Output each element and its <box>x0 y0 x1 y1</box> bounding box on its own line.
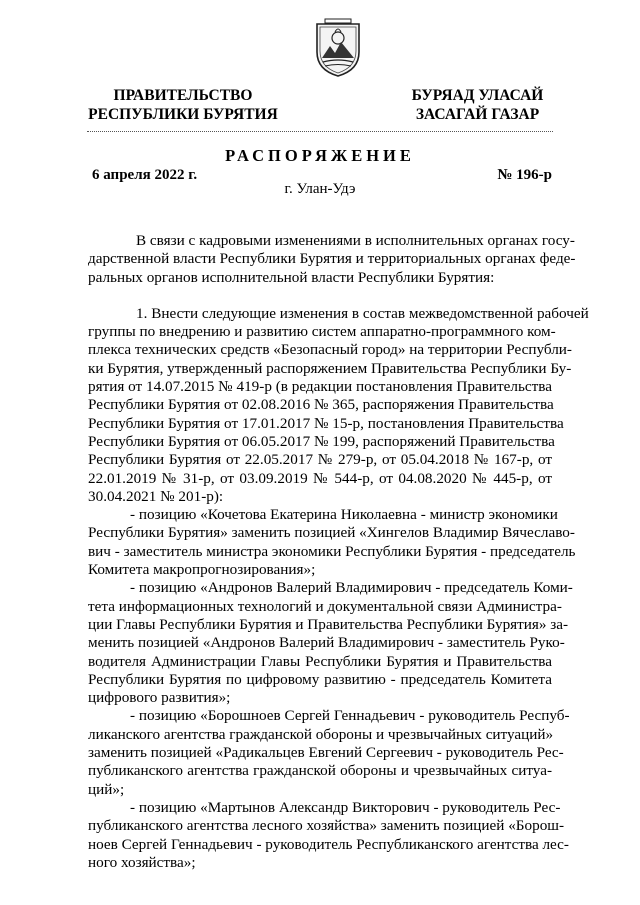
text-line: Республики Бурятия от 06.05.2017 № 199, распоряжений Правительства <box>88 432 555 450</box>
text-line: - позицию «Андронов Валерий Владимирович - председатель Коми- <box>130 579 573 597</box>
header-left-line-2: РЕСПУБЛИКИ БУРЯТИЯ <box>88 106 278 123</box>
text-line: Республики Бурятия от 22.05.2017 № 279-р, от 05.04.2018 № 167-р, от <box>88 451 552 469</box>
text-line: публиканского агентства гражданской обороны и чрезвычайных ситуа- <box>88 762 552 780</box>
paragraph <box>88 506 558 524</box>
government-name-russian <box>78 86 288 124</box>
text-line: заменить позицией «Радикальцев Евгений Сергеевич - руководитель Рес- <box>88 744 564 762</box>
text-line: - позицию «Борошноев Сергей Геннадьевич - руководитель Респуб- <box>130 707 570 725</box>
header-right-line-1: БУРЯАД УЛАСАЙ <box>411 87 544 104</box>
text-line: ральных органов исполнительной власти Республики Бурятия: <box>88 268 495 286</box>
paragraph <box>88 798 561 817</box>
paragraph <box>88 579 573 597</box>
paragraph-cont <box>88 524 576 579</box>
document-body <box>88 232 589 872</box>
text-line: дарственной власти Республики Бурятия и территориальных органах феде- <box>88 250 576 268</box>
text-line: группы по внедрению и развитию систем аппаратно-программного ком- <box>88 323 556 341</box>
paragraph-cont <box>88 817 569 872</box>
header-right-line-2: ЗАСАГАЙ ГАЗАР <box>415 106 540 123</box>
text-line: вич - заместитель министра экономики Республики Бурятия - председатель <box>88 542 576 560</box>
text-line: Республики Бурятия от 17.01.2017 № 15-р, постановления Правительства <box>88 414 564 432</box>
text-line: 1. Внести следующие изменения в состав межведомственной рабочей <box>136 304 589 322</box>
text-line: ций»; <box>88 780 125 798</box>
paragraph-cont <box>88 725 564 799</box>
text-line: рятия от 14.07.2015 № 419-р (в редакции постановления Правительства <box>88 378 552 396</box>
text-line: тета информационных технологий и документальной связи Администра- <box>88 597 562 615</box>
document-city: г. Улан-Удэ <box>284 181 356 197</box>
text-line: - позицию «Мартынов Александр Викторович - руководитель Рес- <box>130 798 561 816</box>
header-divider <box>87 131 553 132</box>
paragraph <box>88 707 570 725</box>
text-line: ликанского агентства гражданской обороны и чрезвычайных ситуаций» <box>88 725 554 743</box>
government-name-buryat <box>395 86 560 124</box>
text-line: Республики Бурятия по цифровому развитию - председатель Комитета <box>88 670 552 688</box>
document-date: 6 апреля 2022 г. <box>92 167 198 183</box>
document-type: РАСПОРЯЖЕНИЕ <box>225 146 415 165</box>
text-line: ки Бурятия, утвержденный распоряжением Правительства Республики Бу- <box>88 359 572 377</box>
coat-of-arms-icon <box>313 18 363 78</box>
paragraph-cont <box>88 323 572 506</box>
text-line: Республики Бурятия» заменить позицией «Хингелов Владимир Вячеславо- <box>88 524 575 542</box>
paragraph-cont <box>88 597 569 708</box>
header-left-line-1: ПРАВИТЕЛЬСТВО <box>113 87 253 104</box>
text-line: цифрового развития»; <box>88 689 231 707</box>
text-line: публиканского агентства лесного хозяйства» заменить позицией «Борош- <box>88 817 565 835</box>
text-line: 30.04.2021 № 201-р): <box>88 487 224 505</box>
paragraph <box>88 232 575 250</box>
text-line: менить позицией «Андронов Валерий Владимирович - заместитель Руко- <box>88 634 565 652</box>
text-line: водителя Администрации Главы Республики Бурятия и Правительства <box>88 652 552 670</box>
paragraph-cont <box>88 250 576 287</box>
text-line: ного хозяйства»; <box>88 853 196 871</box>
text-line: Комитета макропрогнозирования»; <box>88 561 316 579</box>
paragraph <box>88 304 589 323</box>
text-line: плекса технических средств «Безопасный город» на территории Республи- <box>88 341 572 359</box>
text-line: Республики Бурятия от 02.08.2016 № 365, распоряжения Правительства <box>88 396 554 414</box>
text-line: В связи с кадровыми изменениями в исполнительных органах госу- <box>136 232 575 249</box>
text-line: - позицию «Кочетова Екатерина Николаевна - министр экономики <box>130 506 558 524</box>
text-line: ции Главы Республики Бурятия и Правительства Республики Бурятия» за- <box>88 615 569 633</box>
text-line: 22.01.2019 № 31-р, от 03.09.2019 № 544-р, от 04.08.2020 № 445-р, от <box>88 469 552 487</box>
text-line: ноев Сергей Геннадьевич - руководитель Республиканского агентства лес- <box>88 835 569 853</box>
document-number: № 196-р <box>497 167 552 183</box>
